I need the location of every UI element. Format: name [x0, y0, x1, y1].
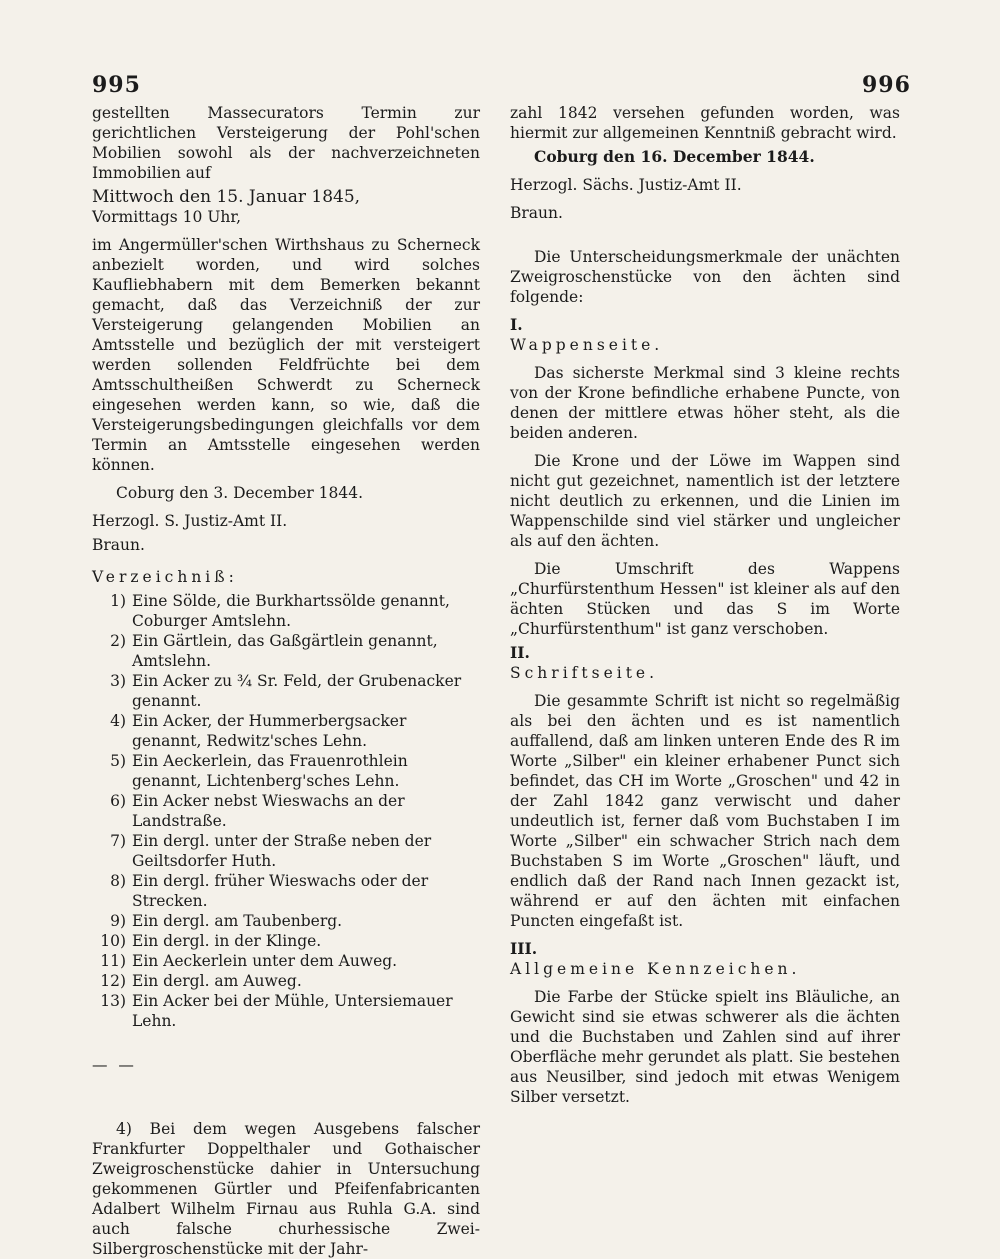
list-item-number: 8) — [110, 872, 126, 890]
section-1-title: Wappenseite. — [510, 336, 664, 354]
section-1-paragraph-2: Die Krone und der Löwe im Wappen sind nicht gut gezeichnet, namentlich ist der letztere nicht deutlich zu erkennen, und die Linien im Wappenschilde sind viel stärker und ungleicher als auf den ächten. — [510, 452, 900, 550]
list-item-text: Ein dergl. in der Klinge. — [132, 932, 322, 950]
list-item — [92, 791, 480, 831]
auction-time: Vormittags 10 Uhr, — [92, 208, 241, 226]
signature: Braun. — [92, 536, 145, 554]
list-title: Verzeichniß: — [92, 568, 238, 586]
section-3-paragraph-1: Die Farbe der Stücke spielt ins Bläuliche, an Gewicht sind sie etwas schwerer als die ächten und die Buchstaben und Zahlen sind auf ihrer Oberfläche mehr gerundet als platt. Sie bestehen aus Neusilber, sind jedoch mit etwas Wenigem Silber versetzt. — [510, 988, 900, 1106]
list-item-number: 3) — [110, 672, 126, 690]
place-date-right: Coburg den 16. December 1844. — [534, 147, 815, 166]
list-item-text: Ein Acker bei der Mühle, Untersiemauer Lehn. — [132, 992, 453, 1030]
list-item — [92, 991, 480, 1031]
separator: — — — [92, 1056, 137, 1074]
section-3-title: Allgemeine Kennzeichen. — [510, 960, 801, 978]
list-item — [92, 671, 480, 711]
list-item — [92, 831, 480, 871]
section-1-number: I. — [510, 315, 523, 334]
list-item-number: 11) — [100, 952, 126, 970]
list-item-text: Ein dergl. unter der Straße neben der Geiltsdorfer Huth. — [132, 832, 432, 870]
right-column — [510, 103, 900, 1107]
place-date: Coburg den 3. December 1844. — [116, 484, 364, 502]
intro-paragraph: gestellten Massecurators Termin zur gerichtlichen Versteigerung der Pohl'schen Mobilien sowohl als der nachverzeichneten Immobilien auf — [92, 104, 480, 182]
list-item-text: Ein Aeckerlein, das Frauenrothlein genannt, Lichtenberg'sches Lehn. — [132, 752, 408, 790]
list-item-number: 9) — [110, 912, 126, 930]
list-item-number: 12) — [100, 972, 126, 990]
authority-right: Herzogl. Sächs. Justiz-Amt II. — [510, 176, 742, 194]
notice-4-paragraph: 4) Bei dem wegen Ausgebens falscher Frankfurter Doppelthaler und Gothaischer Zweigroschenstücke dahier in Untersuchung gekommenen Gürtler und Pfeifenfabricanten Adalbert Wilhelm Firnau aus Ruhla G.A. sind auch falsche churhessische Zwei-Silbergroschenstücke mit der Jahr- — [92, 1120, 480, 1258]
list-item-text: Ein Acker zu ¾ Sr. Feld, der Grubenacker genannt. — [132, 672, 462, 710]
list-item-text: Ein dergl. am Auweg. — [132, 972, 302, 990]
section-3-number: III. — [510, 939, 538, 958]
section-1-paragraph-1: Das sicherste Merkmal sind 3 kleine rechts von der Krone befindliche erhabene Puncte, von denen der mittlere etwas höher steht, als die beiden anderen. — [510, 364, 900, 442]
list-item — [92, 931, 480, 951]
list-item-text: Ein Acker nebst Wieswachs an der Landstraße. — [132, 792, 405, 830]
list-item — [92, 951, 480, 971]
list-item-number: 5) — [110, 752, 126, 770]
list-item-text: Ein Acker, der Hummerbergsacker genannt, Redwitz'sches Lehn. — [132, 712, 407, 750]
list-item-number: 4) — [110, 712, 126, 730]
authority: Herzogl. S. Justiz-Amt II. — [92, 512, 288, 530]
body-paragraph: im Angermüller'schen Wirthshaus zu Scherneck anbezielt worden, und wird solches Kaufliebhabern mit dem Bemerken bekannt gemacht, daß das Verzeichniß der zur Versteigerung gelangenden Mobilien an Amtsstelle und bezüglich der mit versteigert werden sollenden Feldfrüchte bei dem Amtsschultheißen Schwerdt zu Scherneck eingesehen werden kann, so wie, daß die Versteigerungsbedingungen gleichfalls vor dem Termin an Amtsstelle eingesehen werden können. — [92, 236, 480, 474]
list-item-number: 2) — [110, 632, 126, 650]
section-2-paragraph-1: Die gesammte Schrift ist nicht so regelmäßig als bei den ächten und es ist namentlich auffallend, daß am linken unteren Ende des R im Worte „Silber" ein kleiner erhabener Punct sich befindet, das CH im Worte „Groschen" und 42 in der Zahl 1842 ganz verwischt und daher undeutlich ist, ferner daß vom Buchstaben I im Worte „Silber" ein schwacher Strich nach dem Buchstaben S im Worte „Groschen" läuft, und endlich daß der Rand nach Innen gezackt ist, während er auf den ächten mit einfachen Puncten eingefaßt ist. — [510, 692, 900, 930]
property-list — [92, 591, 480, 1031]
list-item — [92, 871, 480, 911]
list-item-text: Eine Sölde, die Burkhartssölde genannt, Coburger Amtslehn. — [132, 592, 450, 630]
list-item-text: Ein dergl. am Taubenberg. — [132, 912, 343, 930]
list-item-text: Ein Aeckerlein unter dem Auweg. — [132, 952, 398, 970]
continuation-paragraph: zahl 1842 versehen gefunden worden, was hiermit zur allgemeinen Kenntniß gebracht wird. — [510, 104, 900, 142]
list-item — [92, 631, 480, 671]
list-item — [92, 911, 480, 931]
list-item — [92, 711, 480, 751]
list-item-number: 10) — [100, 932, 126, 950]
section-1-paragraph-3: Die Umschrift des Wappens „Churfürstenthum Hessen" ist kleiner als auf den ächten Stücken und das S im Worte „Churfürstenthum" ist ganz verschoben. — [510, 560, 900, 638]
list-item-text: Ein Gärtlein, das Gaßgärtlein genannt, Amtslehn. — [132, 632, 438, 670]
list-item — [92, 591, 480, 631]
list-item-number: 7) — [110, 832, 126, 850]
page-number-left: 995 — [92, 72, 141, 98]
page-number-right: 996 — [862, 72, 911, 98]
section-2-number: II. — [510, 643, 530, 662]
left-column — [92, 103, 480, 1259]
auction-date: Mittwoch den 15. Januar 1845, — [92, 187, 361, 207]
list-item-text: Ein dergl. früher Wieswachs oder der Strecken. — [132, 872, 429, 910]
section-heading: Die Unterscheidungsmerkmale der unächten Zweigroschenstücke von den ächten sind folgende: — [510, 248, 900, 306]
signature-right: Braun. — [510, 204, 563, 222]
list-item-number: 6) — [110, 792, 126, 810]
list-item — [92, 971, 480, 991]
list-item-number: 1) — [110, 592, 126, 610]
list-item-number: 13) — [100, 992, 126, 1010]
list-item — [92, 751, 480, 791]
section-2-title: Schriftseite. — [510, 664, 659, 682]
